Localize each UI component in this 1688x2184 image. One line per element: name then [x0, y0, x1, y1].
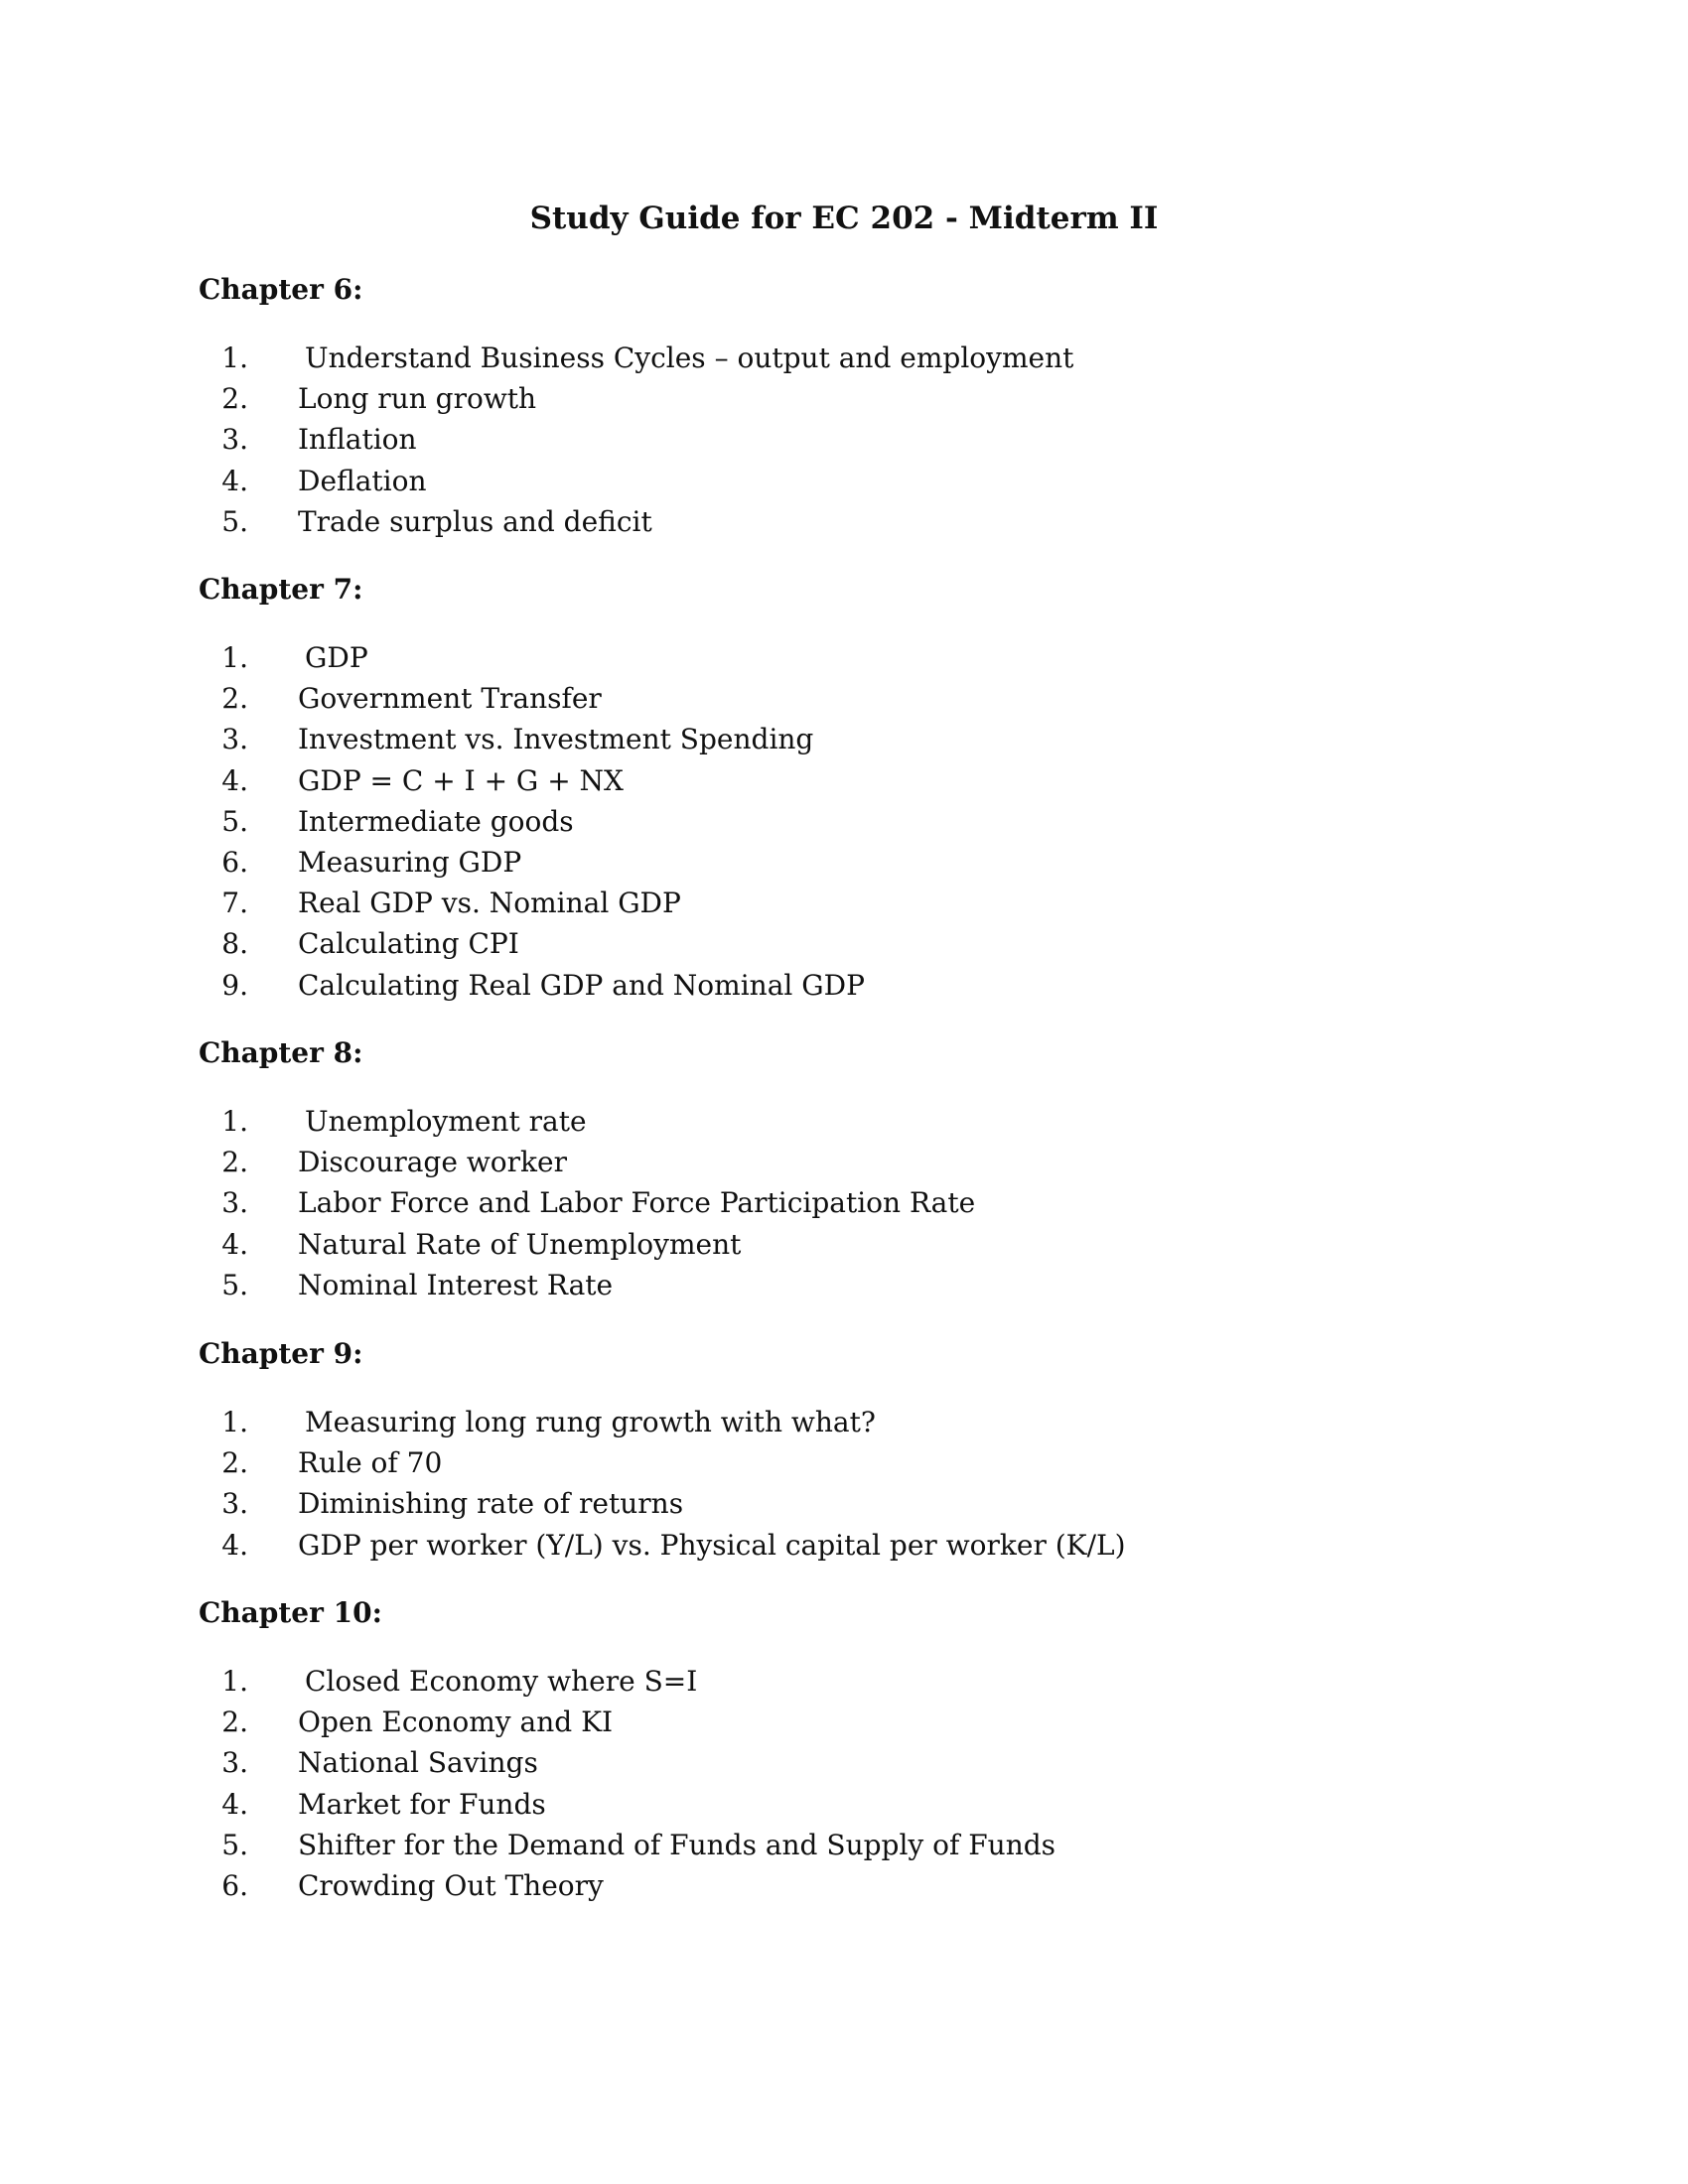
topic-list — [199, 1402, 1489, 1566]
list-item-text: Calculating CPI — [298, 927, 519, 961]
list-item-text: Natural Rate of Unemployment — [298, 1227, 742, 1261]
list-item-text: Measuring long rung growth with what? — [305, 1406, 876, 1438]
list-item: 3. National Savings — [199, 1742, 1489, 1783]
list-item: 1. Unemployment rate — [199, 1101, 1489, 1142]
list-item-text: Deflation — [298, 464, 427, 497]
list-item-text: National Savings — [298, 1746, 538, 1780]
chapter-heading: Chapter 8: — [199, 1036, 363, 1069]
list-item: 6. Crowding Out Theory — [199, 1865, 1489, 1906]
list-item-text: Closed Economy where S=I — [305, 1665, 698, 1698]
list-item: 3. Diminishing rate of returns — [199, 1483, 1489, 1524]
document-title: Study Guide for EC 202 - Midterm II — [529, 201, 1159, 236]
list-item-text: Rule of 70 — [298, 1446, 443, 1480]
topic-list — [199, 1661, 1489, 1906]
list-item: 2. Open Economy and KI — [199, 1702, 1489, 1742]
chapter-6-section — [199, 270, 1489, 542]
list-item: 2. Discourage worker — [199, 1142, 1489, 1182]
list-item-text: Government Transfer — [298, 682, 602, 716]
chapter-heading: Chapter 6: — [199, 273, 363, 306]
list-item-text: Nominal Interest Rate — [298, 1268, 614, 1301]
list-item-text: GDP — [305, 641, 368, 674]
chapter-heading: Chapter 10: — [199, 1596, 382, 1629]
list-item-text: Trade surplus and deficit — [298, 504, 652, 538]
list-item: 2. Government Transfer — [199, 678, 1489, 719]
list-item: 7. Real GDP vs. Nominal GDP — [199, 883, 1489, 923]
list-item: 4. Natural Rate of Unemployment — [199, 1224, 1489, 1265]
list-item: 9. Calculating Real GDP and Nominal GDP — [199, 965, 1489, 1006]
list-item-text: Investment vs. Investment Spending — [298, 723, 814, 756]
list-item: 4. Market for Funds — [199, 1784, 1489, 1825]
list-item: 1. GDP — [199, 637, 1489, 678]
list-item-text: Discourage worker — [298, 1146, 567, 1179]
list-item-text: Crowding Out Theory — [298, 1868, 604, 1902]
chapter-8-section — [199, 1033, 1489, 1305]
list-item: 4. GDP = C + I + G + NX — [199, 760, 1489, 801]
list-item: 5. Intermediate goods — [199, 801, 1489, 842]
list-item-text: Diminishing rate of returns — [298, 1487, 684, 1521]
list-item-text: Long run growth — [298, 382, 537, 416]
list-item-text: Intermediate goods — [298, 804, 574, 838]
list-item-text: Labor Force and Labor Force Participation Rate — [298, 1186, 976, 1220]
topic-list — [199, 338, 1489, 542]
list-item: 8. Calculating CPI — [199, 923, 1489, 964]
topic-list — [199, 1101, 1489, 1305]
list-item-text: Unemployment rate — [305, 1105, 587, 1138]
list-item: 4. GDP per worker (Y/L) vs. Physical capital per worker (K/L) — [199, 1525, 1489, 1566]
chapter-9-section — [199, 1334, 1489, 1566]
topic-list — [199, 637, 1489, 1006]
list-item: 1. Understand Business Cycles – output and employment — [199, 338, 1489, 378]
chapter-7-section — [199, 570, 1489, 1006]
list-item: 1. Closed Economy where S=I — [199, 1661, 1489, 1702]
list-item: 5. Trade surplus and deficit — [199, 501, 1489, 542]
list-item-text: Market for Funds — [298, 1787, 546, 1821]
list-item-text: Open Economy and KI — [298, 1706, 614, 1739]
list-item: 5. Shifter for the Demand of Funds and Supply of Funds — [199, 1825, 1489, 1865]
list-item-text: Measuring GDP — [298, 845, 522, 879]
list-item: 2. Long run growth — [199, 378, 1489, 419]
list-item-text: Understand Business Cycles – output and employment — [305, 341, 1074, 374]
list-item: 1. Measuring long rung growth with what? — [199, 1402, 1489, 1442]
list-item-text: Inflation — [298, 423, 417, 457]
list-item-text: GDP per worker (Y/L) vs. Physical capital per worker (K/L) — [298, 1528, 1126, 1562]
chapter-heading: Chapter 9: — [199, 1337, 363, 1370]
list-item: 6. Measuring GDP — [199, 842, 1489, 883]
chapter-heading: Chapter 7: — [199, 573, 363, 606]
list-item-text: GDP = C + I + G + NX — [298, 763, 624, 797]
chapter-10-section — [199, 1593, 1489, 1906]
list-item-text: Shifter for the Demand of Funds and Supply of Funds — [298, 1828, 1056, 1861]
list-item-text: Real GDP vs. Nominal GDP — [298, 887, 681, 920]
list-item: 4. Deflation — [199, 461, 1489, 501]
list-item: 3. Investment vs. Investment Spending — [199, 719, 1489, 759]
list-item: 3. Inflation — [199, 419, 1489, 460]
list-item-text: Calculating Real GDP and Nominal GDP — [298, 968, 865, 1002]
list-item: 5. Nominal Interest Rate — [199, 1265, 1489, 1305]
list-item: 2. Rule of 70 — [199, 1442, 1489, 1483]
list-item: 3. Labor Force and Labor Force Participation Rate — [199, 1182, 1489, 1223]
